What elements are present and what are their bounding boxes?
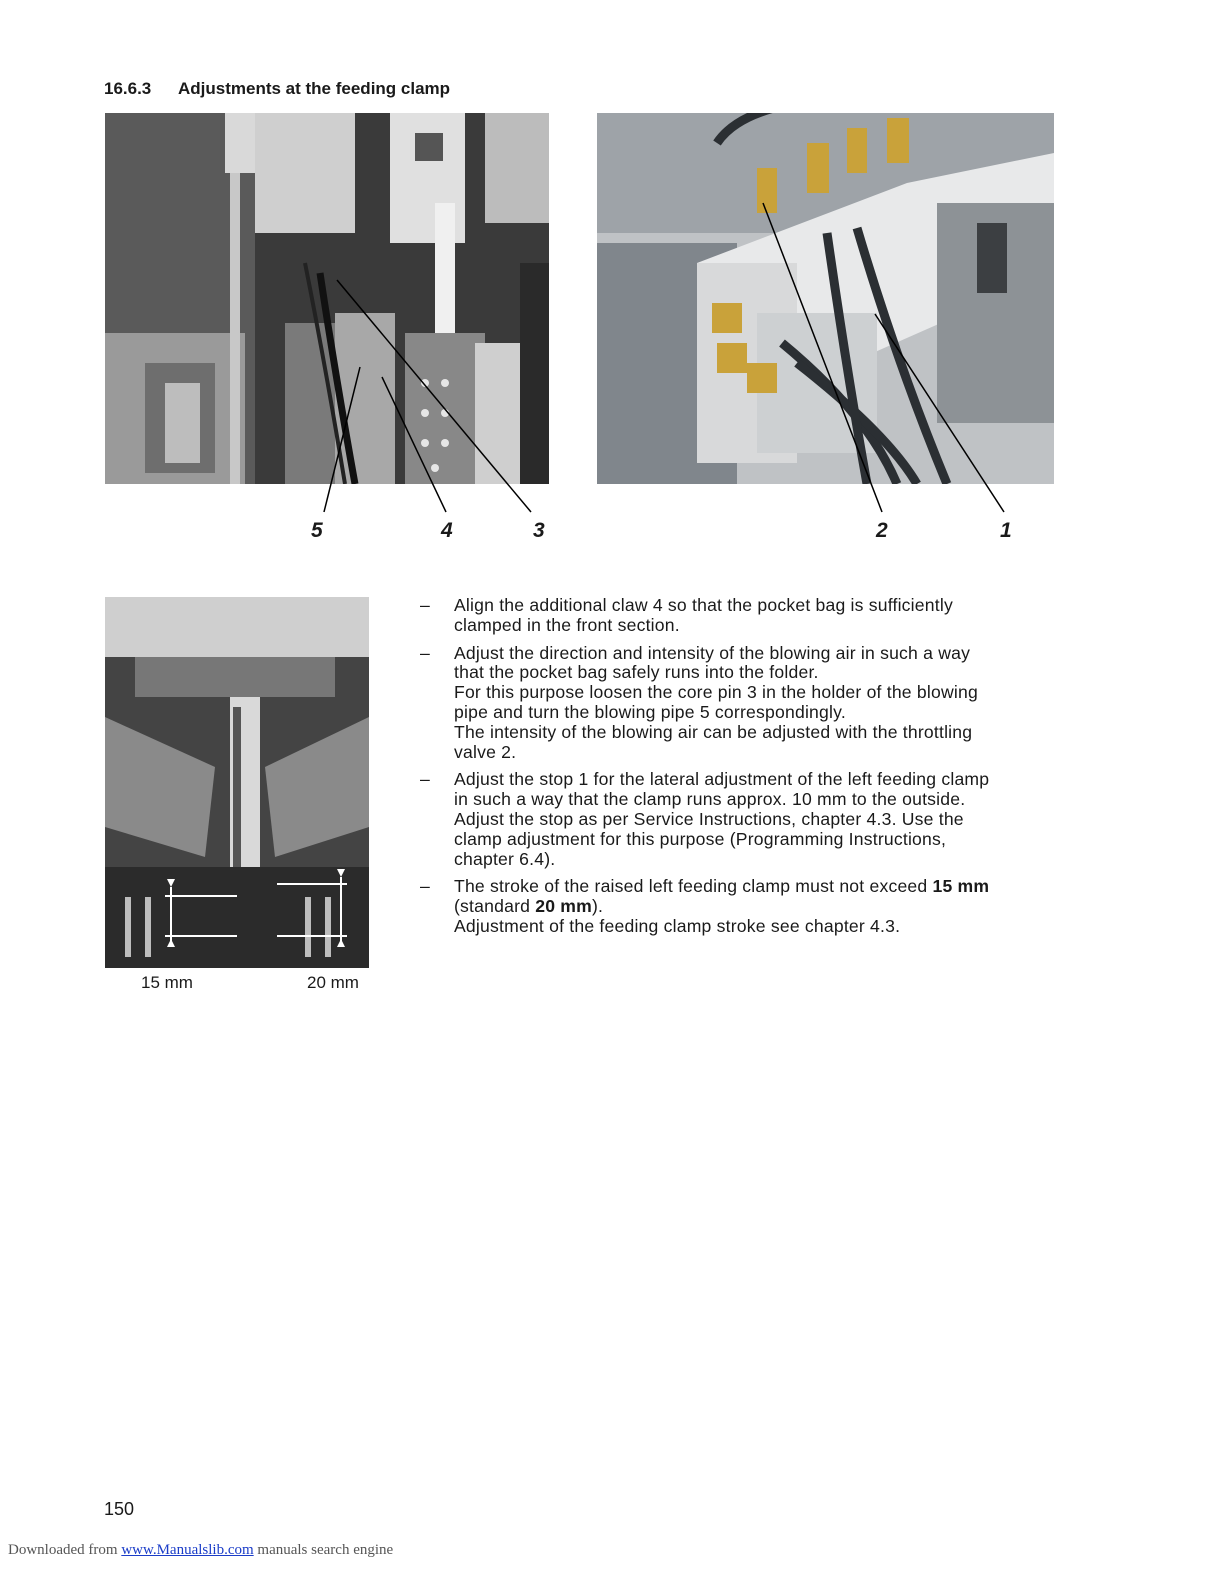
photo-feeding-clamp-mechanism (105, 113, 549, 484)
section-number: 16.6.3 (104, 79, 152, 98)
bullet-dash: – (420, 595, 430, 615)
instruction-line: Adjust the direction and intensity of the blowing air in such a way (454, 642, 971, 663)
section-title: Adjustments at the feeding clamp (178, 79, 451, 98)
instruction-item (420, 644, 1070, 763)
section-heading (104, 79, 450, 99)
instruction-line: chapter 6.4). (454, 848, 556, 869)
bullet-dash: – (420, 876, 430, 897)
instruction-line: clamped in the front section. (454, 614, 680, 635)
instruction-item (420, 877, 1070, 936)
callout-2: 2 (876, 519, 888, 542)
callout-4: 4 (441, 519, 453, 542)
callout-1: 1 (1000, 519, 1012, 542)
footer-suffix: manuals search engine (253, 1542, 394, 1558)
standard-close: ). (591, 896, 604, 917)
instruction-list (420, 596, 1070, 945)
instruction-line: Align the additional claw 4 so that the pocket bag is sufficiently (454, 595, 953, 615)
instruction-line: pipe and turn the blowing pipe 5 correspondingly. (454, 701, 846, 722)
standard-value: 20 mm (535, 896, 592, 917)
footer-prefix: Downloaded from (8, 1542, 122, 1558)
instruction-line: Adjust the stop 1 for the lateral adjustment of the left feeding clamp (454, 769, 990, 790)
photo-throttling-valve-block (597, 113, 1054, 484)
instruction-line: The intensity of the blowing air can be adjusted with the throttling (454, 721, 973, 742)
bullet-dash: – (420, 642, 430, 663)
callout-3: 3 (533, 519, 545, 542)
page-number: 150 (104, 1499, 135, 1519)
standard-text: (standard (454, 896, 536, 917)
manualslib-link[interactable]: www.Manualslib.com (121, 1542, 254, 1558)
instruction-line: that the pocket bag safely runs into the folder. (454, 662, 819, 683)
instruction-item (420, 596, 1070, 636)
dimension-label-20mm: 20 mm (307, 973, 359, 992)
bullet-dash: – (420, 769, 430, 790)
instruction-line: valve 2. (454, 741, 517, 762)
instruction-line: in such a way that the clamp runs approx. 10 mm to the outside. (454, 789, 966, 810)
instruction-line: Adjust the stop as per Service Instructions, chapter 4.3. Use the (454, 808, 964, 829)
instruction-item (420, 770, 1070, 869)
instruction-line: For this purpose loosen the core pin 3 in the holder of the blowing (454, 682, 978, 703)
photo-feeding-clamp-stroke (105, 597, 369, 968)
stroke-text: The stroke of the raised left feeding clamp must not exceed (454, 876, 933, 897)
download-footer (8, 1542, 393, 1559)
instruction-line (454, 877, 1070, 897)
instruction-line: clamp adjustment for this purpose (Programming Instructions, (454, 828, 947, 849)
callout-5: 5 (311, 519, 323, 542)
instruction-line (454, 897, 1070, 917)
instruction-line: Adjustment of the feeding clamp stroke see chapter 4.3. (454, 915, 901, 936)
stroke-limit-value: 15 mm (932, 876, 990, 897)
dimension-label-15mm: 15 mm (141, 973, 193, 992)
